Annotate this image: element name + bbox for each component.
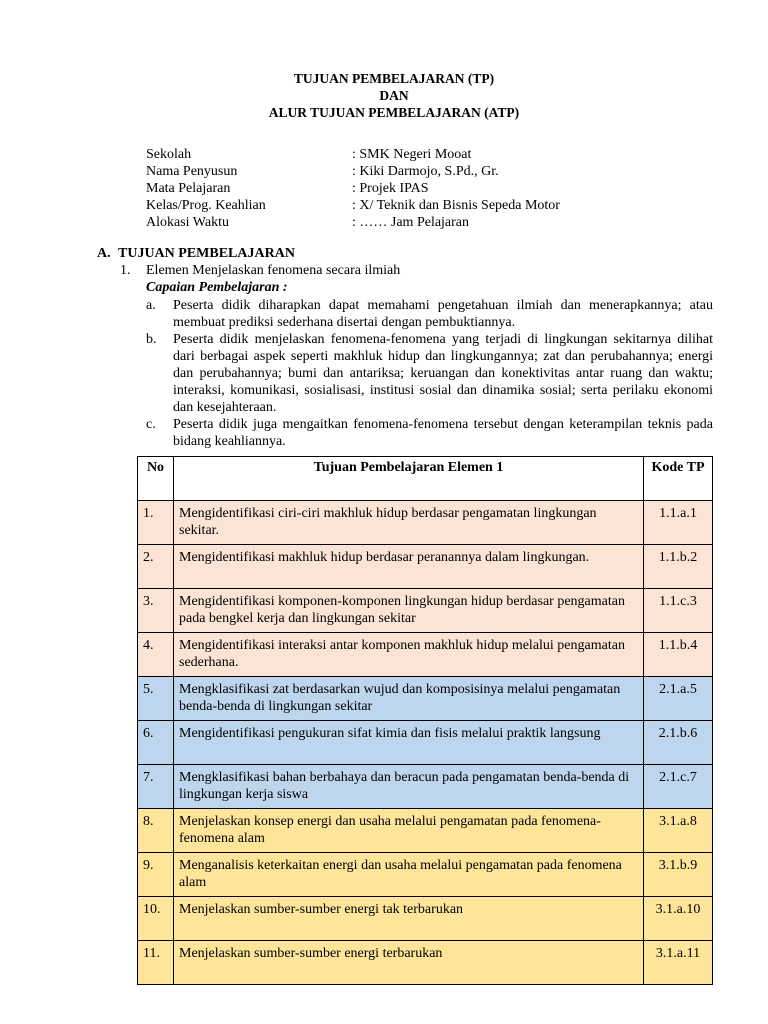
element-text: Elemen Menjelaskan fenomena secara ilmiah bbox=[146, 263, 401, 278]
table-header-row bbox=[138, 457, 713, 501]
doc-title-line3: ALUR TUJUAN PEMBELAJARAN (ATP) bbox=[268, 105, 520, 120]
capaian-letter: b. bbox=[146, 332, 157, 347]
identity-row-time bbox=[146, 214, 560, 231]
row-text: Mengklasifikasi bahan berbahaya dan beracun pada pengamatan benda-benda di lingkungan kerja siswa bbox=[174, 765, 644, 809]
capaian-letter: a. bbox=[146, 298, 156, 313]
capaian-text: Peserta didik diharapkan dapat memahami pengetahuan ilmiah dan menerapkannya; atau membuat prediksi sederhana disertai dengan pembuktiannya. bbox=[173, 298, 713, 330]
table-row bbox=[138, 545, 713, 589]
row-text: Mengidentifikasi pengukuran sifat kimia dan fisis melalui praktik langsung bbox=[174, 721, 644, 765]
doc-title-line2: DAN bbox=[379, 88, 409, 103]
row-no: 2. bbox=[138, 545, 174, 589]
section-title: TUJUAN PEMBELAJARAN bbox=[118, 246, 295, 261]
row-code: 1.1.b.4 bbox=[644, 633, 713, 677]
capaian-list bbox=[146, 297, 713, 450]
identity-row-author bbox=[146, 163, 560, 180]
header-tp: Tujuan Pembelajaran Elemen 1 bbox=[174, 457, 644, 501]
row-text: Mengidentifikasi makhluk hidup berdasar peranannya dalam lingkungan. bbox=[174, 545, 644, 589]
table-row bbox=[138, 941, 713, 985]
capaian-text: Peserta didik menjelaskan fenomena-fenomena yang terjadi di lingkungan sekitarnya dilihat dari berbagai aspek seperti makhluk hidup dan lingkungannya; zat dan perubahannya; energi dan perubahannya; bumi dan antariksa; keruangan dan konektivitas antar ruang dan waktu; interaksi, komunikasi, sosialisasi, institusi sosial dan dinamika sosial; serta perilaku ekonomi dan kesejahteraan. bbox=[173, 332, 713, 415]
capaian-item bbox=[146, 297, 713, 331]
section-a-heading bbox=[97, 246, 295, 262]
row-text: Menjelaskan konsep energi dan usaha melalui pengamatan pada fenomena-fenomena alam bbox=[174, 809, 644, 853]
table-row bbox=[138, 589, 713, 633]
row-no: 9. bbox=[138, 853, 174, 897]
identity-value: : Projek IPAS bbox=[352, 181, 429, 196]
row-code: 2.1.a.5 bbox=[644, 677, 713, 721]
identity-block bbox=[146, 146, 560, 231]
header-no: No bbox=[138, 457, 174, 501]
capaian-item bbox=[146, 331, 713, 416]
identity-value: : SMK Negeri Mooat bbox=[352, 147, 472, 162]
identity-value: : X/ Teknik dan Bisnis Sepeda Motor bbox=[352, 198, 560, 213]
row-code: 2.1.b.6 bbox=[644, 721, 713, 765]
row-no: 11. bbox=[138, 941, 174, 985]
row-no: 4. bbox=[138, 633, 174, 677]
row-no: 10. bbox=[138, 897, 174, 941]
row-text: Menjelaskan sumber-sumber energi terbarukan bbox=[174, 941, 644, 985]
row-code: 3.1.a.10 bbox=[644, 897, 713, 941]
table-row bbox=[138, 633, 713, 677]
row-code: 3.1.b.9 bbox=[644, 853, 713, 897]
identity-value: : Kiki Darmojo, S.Pd., Gr. bbox=[352, 164, 499, 179]
row-no: 6. bbox=[138, 721, 174, 765]
identity-row-class bbox=[146, 197, 560, 214]
identity-value: : …… Jam Pelajaran bbox=[352, 215, 470, 230]
row-text: Mengidentifikasi interaksi antar komponen makhluk hidup melalui pengamatan sederhana. bbox=[174, 633, 644, 677]
row-code: 2.1.c.7 bbox=[644, 765, 713, 809]
row-no: 8. bbox=[138, 809, 174, 853]
table-row bbox=[138, 721, 713, 765]
row-code: 1.1.a.1 bbox=[644, 501, 713, 545]
table-row bbox=[138, 853, 713, 897]
capaian-text: Peserta didik juga mengaitkan fenomena-fenomena tersebut dengan keterampilan teknis pada bidang keahliannya. bbox=[173, 417, 713, 449]
doc-title-line1: TUJUAN PEMBELAJARAN (TP) bbox=[293, 71, 495, 86]
identity-label: Alokasi Waktu bbox=[146, 215, 229, 230]
row-code: 1.1.c.3 bbox=[644, 589, 713, 633]
identity-label: Sekolah bbox=[146, 147, 192, 162]
element-line bbox=[120, 263, 400, 279]
identity-row-school bbox=[146, 146, 560, 163]
row-code: 3.1.a.8 bbox=[644, 809, 713, 853]
row-no: 1. bbox=[138, 501, 174, 545]
row-code: 1.1.b.2 bbox=[644, 545, 713, 589]
row-no: 5. bbox=[138, 677, 174, 721]
table-row bbox=[138, 677, 713, 721]
table-row bbox=[138, 809, 713, 853]
row-text: Mengidentifikasi ciri-ciri makhluk hidup berdasar pengamatan lingkungan sekitar. bbox=[174, 501, 644, 545]
section-letter: A. bbox=[97, 246, 111, 261]
row-text: Mengklasifikasi zat berdasarkan wujud dan komposisinya melalui pengamatan benda-benda di lingkungan sekitar bbox=[174, 677, 644, 721]
capaian-item bbox=[146, 416, 713, 450]
table-row bbox=[138, 897, 713, 941]
table-row bbox=[138, 765, 713, 809]
capaian-letter: c. bbox=[146, 417, 156, 432]
identity-row-subject bbox=[146, 180, 560, 197]
element-number: 1. bbox=[120, 263, 131, 278]
capaian-heading: Capaian Pembelajaran : bbox=[146, 280, 288, 295]
row-no: 3. bbox=[138, 589, 174, 633]
row-text: Menganalisis keterkaitan energi dan usaha melalui pengamatan pada fenomena alam bbox=[174, 853, 644, 897]
tp-table bbox=[137, 456, 713, 985]
identity-label: Nama Penyusun bbox=[146, 164, 238, 179]
table-row bbox=[138, 501, 713, 545]
row-text: Menjelaskan sumber-sumber energi tak terbarukan bbox=[174, 897, 644, 941]
identity-label: Kelas/Prog. Keahlian bbox=[146, 198, 266, 213]
row-no: 7. bbox=[138, 765, 174, 809]
identity-label: Mata Pelajaran bbox=[146, 181, 231, 196]
row-text: Mengidentifikasi komponen-komponen lingkungan hidup berdasar pengamatan pada bengkel kerja dan lingkungan sekitar bbox=[174, 589, 644, 633]
header-kode: Kode TP bbox=[644, 457, 713, 501]
row-code: 3.1.a.11 bbox=[644, 941, 713, 985]
